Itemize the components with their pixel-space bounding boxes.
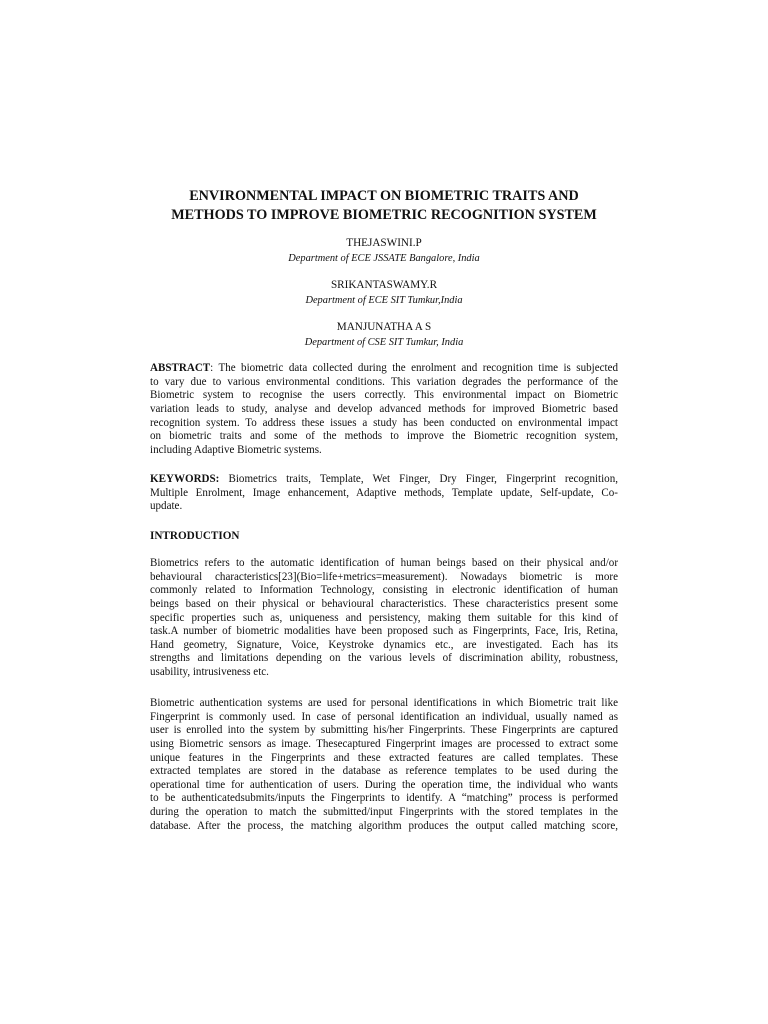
paragraph-line: task.A number of biometric modalities have been proposed such as Fingerprints, Face, Iris, Retina, bbox=[150, 625, 618, 638]
author-affiliation: Department of ECE JSSATE Bangalore, India bbox=[288, 253, 480, 264]
paragraph-line: Hand geometry, Signature, Voice, Keystroke dynamics etc., are investigated. Each has its bbox=[150, 638, 618, 651]
abstract-line: recognition system. To address these issues a study has been conducted on environmental impact bbox=[150, 416, 618, 429]
paragraph-line: operational time for authentication of users. During the operation time, the individual who wants bbox=[150, 778, 618, 791]
paragraph-line: during the operation to match the submitted/input Fingerprints with the stored templates in the bbox=[150, 806, 618, 819]
intro-paragraph-1 bbox=[150, 557, 618, 680]
abstract-line: to vary due to various environmental conditions. This variation degrades the performance of the bbox=[150, 375, 618, 388]
author-1 bbox=[150, 236, 618, 266]
paragraph-line: Biometric authentication systems are used for personal identifications in which Biometric trait like bbox=[150, 697, 618, 709]
abstract-line: on biometric traits and some of the methods to improve the Biometric recognition system, bbox=[150, 430, 618, 443]
keywords-line: Biometrics traits, Template, Wet Finger, Dry Finger, Fingerprint recognition, bbox=[219, 473, 618, 485]
paragraph-line: unique features in the Fingerprints and these extracted features are called templates. These bbox=[150, 751, 618, 764]
author-3 bbox=[150, 320, 618, 350]
paragraph-line: Fingerprint is commonly used. In case of personal identification an individual, usually named as bbox=[150, 710, 618, 723]
paragraph-line: beings based on their physical or behavioural characteristics. These characteristics present some bbox=[150, 597, 618, 610]
author-affiliation: Department of CSE SIT Tumkur, India bbox=[304, 337, 464, 348]
author-name: SRIKANTASWAMY.R bbox=[330, 279, 438, 291]
author-2 bbox=[150, 278, 618, 308]
paragraph-line: strengths and limitations depending on the various levels of discrimination ability, robustness, bbox=[150, 652, 618, 665]
paragraph-line: using Biometric sensors as image. Thesecaptured Fingerprint images are processed to extract some bbox=[150, 737, 618, 750]
author-name: MANJUNATHA A S bbox=[336, 321, 432, 333]
author-affiliation: Department of ECE SIT Tumkur,India bbox=[305, 295, 463, 306]
abstract-line: including Adaptive Biometric systems. bbox=[150, 443, 322, 456]
paragraph-line: commonly related to Information Technology, consisting in electronic identification of human bbox=[150, 584, 618, 597]
paragraph-line: usability, intrusiveness etc. bbox=[150, 666, 269, 679]
keywords bbox=[150, 473, 618, 514]
title-line-1: ENVIRONMENTAL IMPACT ON BIOMETRIC TRAITS AND bbox=[189, 188, 579, 204]
paragraph-line: specific properties such as, uniqueness and persistency, making them suitable for this kind of bbox=[150, 611, 618, 624]
abstract bbox=[150, 362, 618, 457]
paragraph-line: Biometrics refers to the automatic identification of human beings based on their physical and/or bbox=[150, 557, 618, 569]
paragraph-line: behavioural characteristics[23](Bio=life+metrics=measurement). Nowadays biometric is more bbox=[150, 570, 618, 583]
abstract-line: variation leads to study, analyse and develop advanced methods for improved Biometric based bbox=[150, 402, 618, 415]
keywords-line: Multiple Enrolment, Image enhancement, Adaptive methods, Template update, Self-update, Co- bbox=[150, 486, 618, 499]
paragraph-line: to be authenticatedsubmits/inputs the Fingerprints to identify. A “matching” process is performed bbox=[150, 792, 618, 805]
paragraph-line: database. After the process, the matching algorithm produces the output called matching score, bbox=[150, 819, 618, 832]
intro-paragraph-2 bbox=[150, 697, 618, 833]
paragraph-line: extracted templates are stored in the database as reference templates to be used during the bbox=[150, 765, 618, 778]
keywords-label: KEYWORDS: bbox=[150, 473, 220, 485]
section-heading-introduction: INTRODUCTION bbox=[150, 530, 240, 542]
abstract-line: Biometric system to recognise the users correctly. This environmental impact on Biometric bbox=[150, 389, 618, 402]
title-line-2: METHODS TO IMPROVE BIOMETRIC RECOGNITION SYSTEM bbox=[171, 207, 597, 223]
keywords-line: update. bbox=[150, 500, 183, 513]
abstract-line: : The biometric data collected during the enrolment and recognition time is subjected bbox=[210, 362, 618, 374]
paragraph-line: user is enrolled into the system by submitting his/her Fingerprints. These Fingerprints are captured bbox=[150, 724, 618, 737]
author-name: THEJASWINI.P bbox=[346, 237, 422, 249]
paper-title bbox=[150, 187, 618, 225]
abstract-label: ABSTRACT bbox=[150, 362, 211, 374]
